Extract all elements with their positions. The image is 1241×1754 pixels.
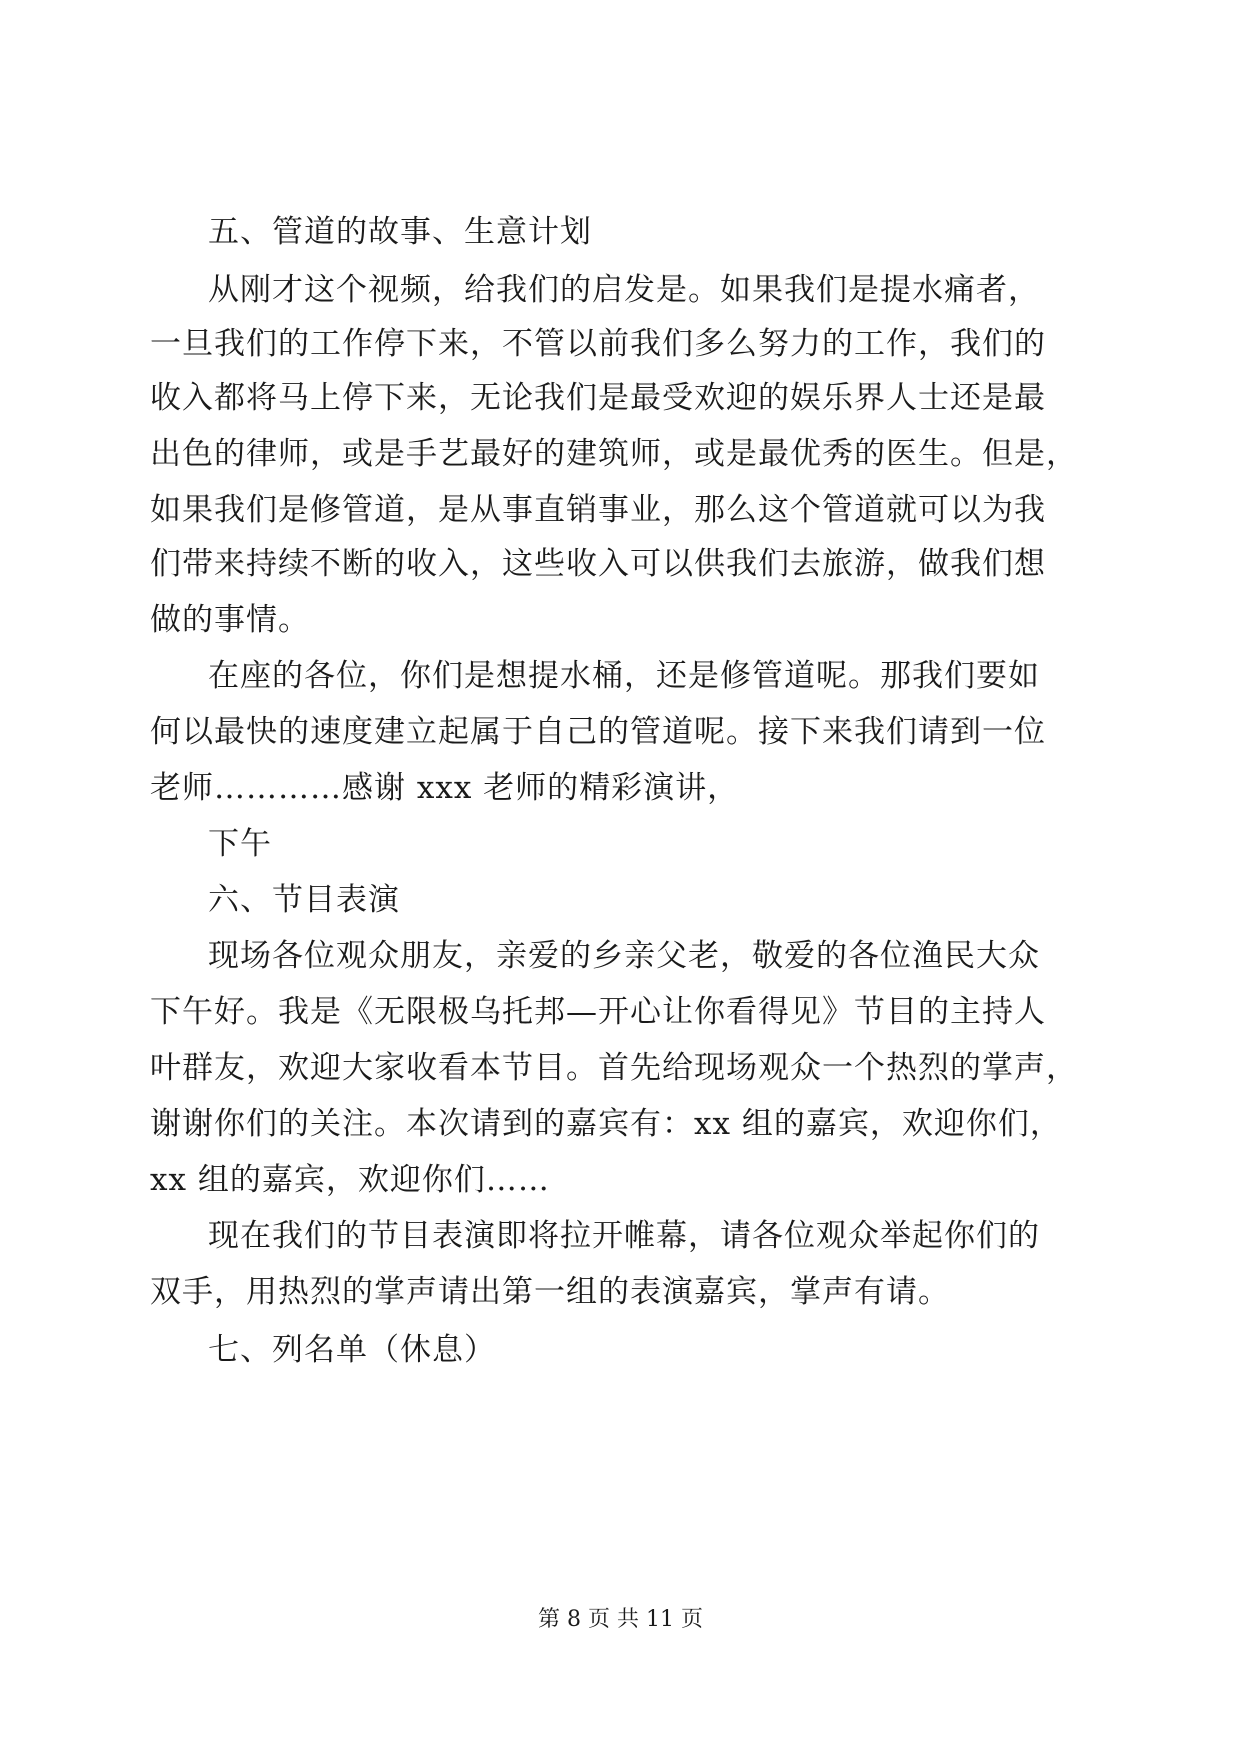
paragraph-line: 叶群友，欢迎大家收看本节目。首先给现场观众一个热烈的掌声， xyxy=(150,1050,1078,1086)
paragraph-line: 出色的律师，或是手艺最好的建筑师，或是最优秀的医生。但是， xyxy=(150,436,1078,472)
paragraph-line: 们带来持续不断的收入，这些收入可以供我们去旅游，做我们想 xyxy=(150,546,1046,582)
page-footer: 第 8 页 共 11 页 xyxy=(538,1607,703,1632)
section-heading-5: 五、管道的故事、生意计划 xyxy=(208,214,592,250)
paragraph-line: 现在我们的节目表演即将拉开帷幕，请各位观众举起你们的 xyxy=(208,1218,1040,1254)
paragraph-line: 何以最快的速度建立起属于自己的管道呢。接下来我们请到一位 xyxy=(150,714,1046,750)
paragraph-line: 下午好。我是《无限极乌托邦—开心让你看得见》节目的主持人 xyxy=(150,994,1046,1030)
paragraph-line: 做的事情。 xyxy=(150,602,310,638)
section-heading-6: 六、节目表演 xyxy=(208,882,400,918)
paragraph-line: 双手，用热烈的掌声请出第一组的表演嘉宾，掌声有请。 xyxy=(150,1274,950,1310)
paragraph-line: 一旦我们的工作停下来，不管以前我们多么努力的工作，我们的 xyxy=(150,326,1046,362)
paragraph-line: 收入都将马上停下来，无论我们是最受欢迎的娱乐界人士还是最 xyxy=(150,380,1046,416)
paragraph-line: 谢谢你们的关注。本次请到的嘉宾有：xx 组的嘉宾，欢迎你们， xyxy=(150,1106,1062,1142)
paragraph-line: 在座的各位，你们是想提水桶，还是修管道呢。那我们要如 xyxy=(208,658,1040,694)
paragraph-line: 如果我们是修管道，是从事直销事业，那么这个管道就可以为我 xyxy=(150,492,1046,528)
paragraph-line: xx 组的嘉宾，欢迎你们…… xyxy=(150,1162,550,1198)
section-heading-7: 七、列名单（休息） xyxy=(208,1332,496,1368)
time-label-afternoon: 下午 xyxy=(208,826,272,862)
paragraph-line: 现场各位观众朋友，亲爱的乡亲父老，敬爱的各位渔民大众 xyxy=(208,938,1040,974)
paragraph-line: 老师…………感谢 xxx 老师的精彩演讲， xyxy=(150,770,740,806)
paragraph-line: 从刚才这个视频，给我们的启发是。如果我们是提水痛者， xyxy=(208,272,1040,308)
